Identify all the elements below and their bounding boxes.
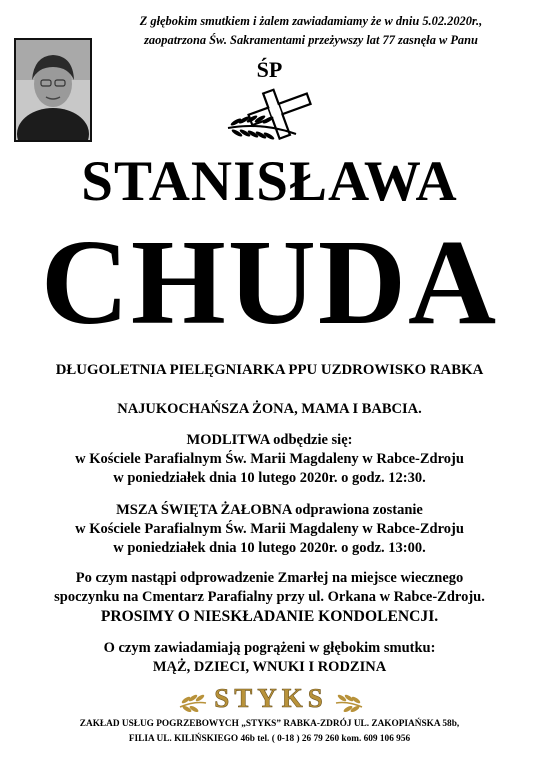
- deceased-photo: [14, 38, 92, 142]
- prayer-time: w poniedziałek dnia 10 lutego 2020r. o godz. 12:30.: [113, 470, 426, 486]
- mass-section: [0, 501, 539, 558]
- mourners-section: [0, 639, 539, 677]
- prayer-heading-rest: odbędzie się:: [269, 432, 353, 448]
- sp-label: ŚP: [256, 57, 283, 82]
- intro-line-1: Z głębokim smutkiem i żalem zawiadamiamy że w dniu 5.02.2020r.,: [139, 14, 483, 28]
- mourners-list: MĄŻ, DZIECI, WNUKI I RODZINA: [152, 659, 387, 675]
- first-name: STANISŁAWA: [81, 150, 458, 213]
- burial-section: [0, 569, 539, 607]
- intro-text: [96, 12, 526, 50]
- family-line: NAJUKOCHAŃSZA ŻONA, MAMA I BABCIA.: [117, 401, 422, 417]
- mass-heading: MSZA ŚWIĘTA ŻAŁOBNA: [116, 502, 292, 518]
- logo-text: STYKS: [214, 683, 328, 713]
- portrait-image: [16, 40, 90, 140]
- burial-line-1: Po czym nastąpi odprowadzenie Zmarłej na miejsce wiecznego: [75, 570, 464, 586]
- laurel-left-icon: [180, 693, 206, 713]
- cross-palm-icon: [222, 88, 322, 140]
- mourners-intro: O czym zawiadamiają pogrążeni w głębokim smutku:: [103, 640, 436, 656]
- footer-line-1: ZAKŁAD USŁUG POGRZEBOWYCH „STYKS” RABKA-ZDRÓJ UL. ZAKOPIAŃSKA 58b,: [79, 719, 460, 729]
- mass-location: w Kościele Parafialnym Św. Marii Magdaleny w Rabce-Zdroju: [75, 521, 464, 537]
- prayer-section: [0, 431, 539, 488]
- mass-time: w poniedziałek dnia 10 lutego 2020r. o godz. 13:00.: [113, 540, 426, 556]
- mass-heading-rest: odprawiona zostanie: [291, 502, 423, 518]
- footer: [0, 717, 539, 747]
- footer-line-2: FILIA UL. KILIŃSKIEGO 46b tel. ( 0-18 ) 26 79 260 kom. 609 106 956: [128, 734, 411, 744]
- styks-logo: [176, 679, 366, 715]
- prayer-heading-line: [0, 431, 539, 450]
- prayer-heading: MODLITWA: [186, 432, 270, 448]
- burial-line-2: spoczynku na Cmentarz Parafialny przy ul. Orkana w Rabce-Zdroju.: [54, 589, 485, 605]
- intro-line-2: zaopatrzona Św. Sakramentami przeżywszy lat 77 zasnęła w Panu: [144, 33, 478, 47]
- laurel-right-icon: [336, 693, 362, 713]
- prayer-location: w Kościele Parafialnym Św. Marii Magdaleny w Rabce-Zdroju: [75, 451, 464, 467]
- profession: DŁUGOLETNIA PIELĘGNIARKA PPU UZDROWISKO RABKA: [55, 362, 484, 378]
- last-name: CHUDA: [40, 215, 499, 350]
- condolences-request: PROSIMY O NIESKŁADANIE KONDOLENCJI.: [100, 608, 439, 625]
- mass-heading-line: [0, 501, 539, 520]
